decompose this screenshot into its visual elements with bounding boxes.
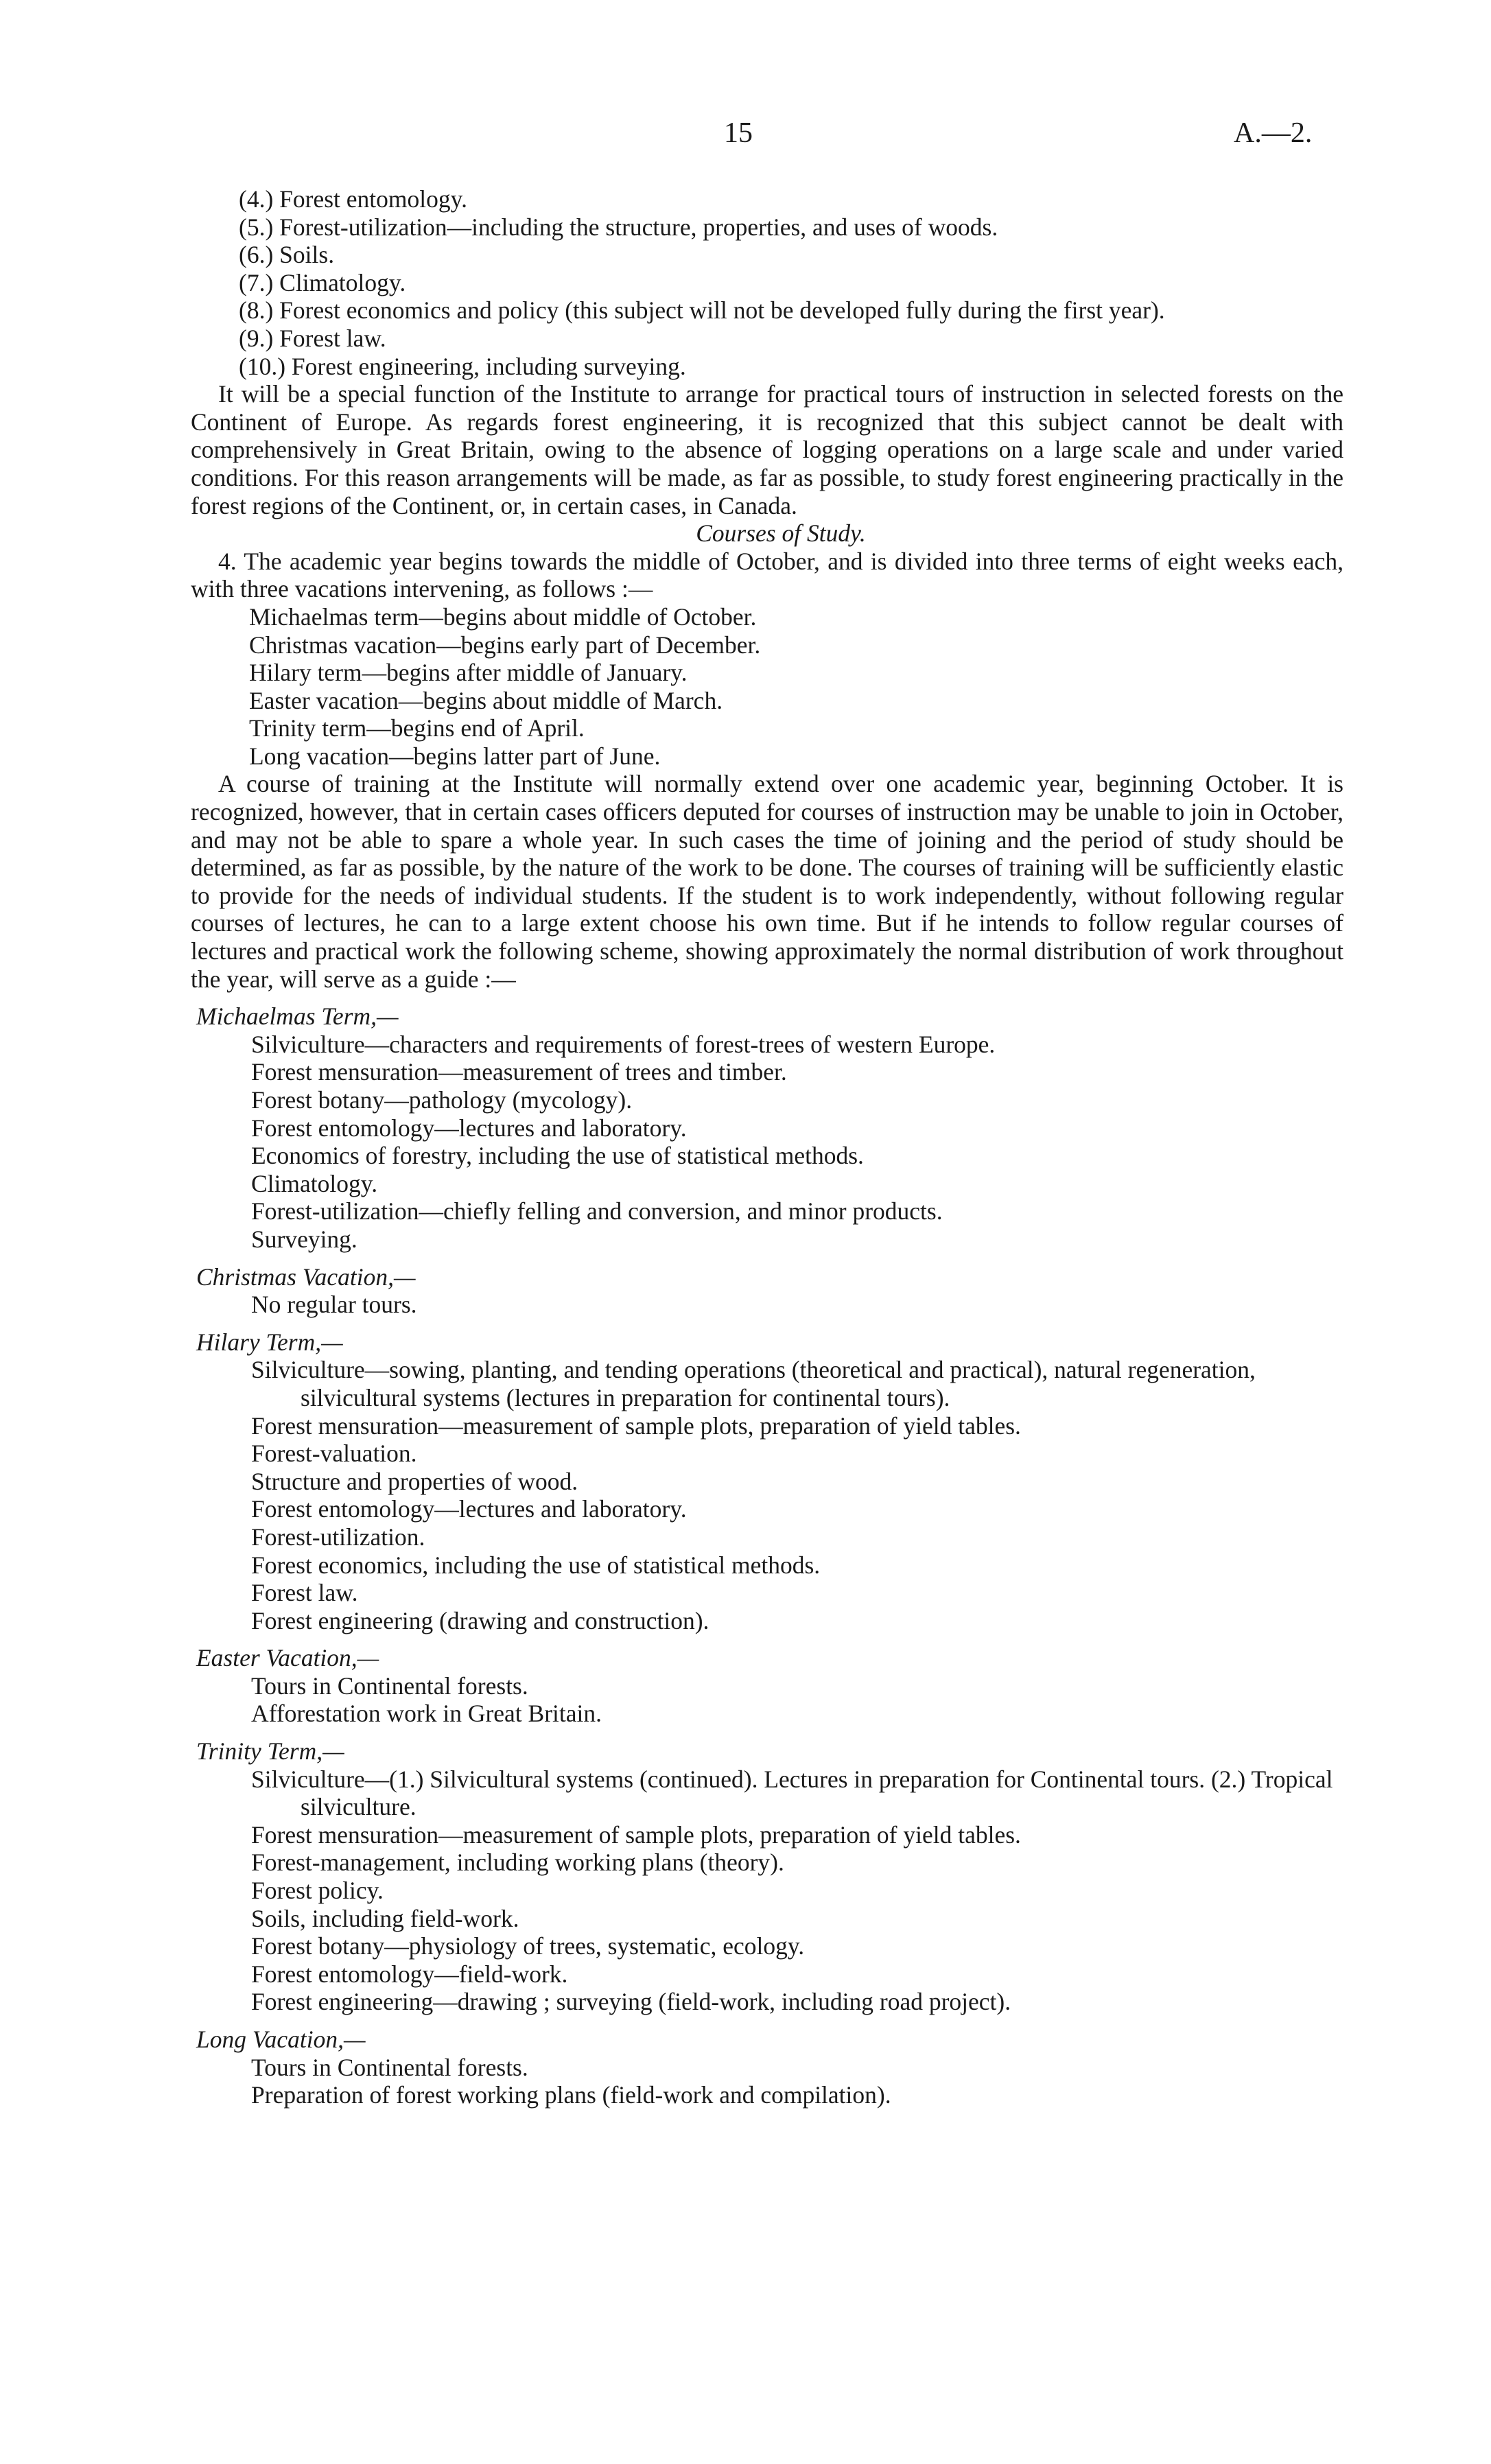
term-item: Forest-management, including working plans (theory). [251, 1849, 784, 1877]
term-item: Forest mensuration—measurement of trees and timber. [251, 1058, 787, 1086]
term-item: Tours in Continental forests. [251, 2053, 528, 2081]
term-item: Forest economics, including the use of statistical methods. [251, 1551, 821, 1579]
term-section [191, 2026, 1343, 2109]
subject-item: (7.) Climatology. [239, 268, 406, 296]
term-item: Afforestation work in Great Britain. [251, 1700, 602, 1728]
page-number: 15 [724, 117, 753, 149]
term-item: Forest engineering—drawing ; surveying (field-work, including road project). [251, 1988, 1011, 2016]
calendar-item: Michaelmas term—begins about middle of October. [249, 602, 757, 631]
term-section [191, 1328, 1343, 1635]
term-item: Forest entomology—lectures and laboratory. [251, 1495, 687, 1523]
page-body [191, 185, 1343, 2109]
term-item: Preparation of forest working plans (field-work and compilation). [251, 2081, 891, 2109]
subject-item: (5.) Forest-utilization—including the structure, properties, and uses of woods. [239, 213, 998, 241]
term-title: Long Vacation,— [196, 2026, 366, 2053]
term-items [191, 1291, 1343, 1319]
term-items [191, 1356, 1343, 1634]
term-title: Easter Vacation,— [196, 1644, 379, 1672]
document-reference: A.—2. [1234, 117, 1313, 149]
calendar-item: Hilary term—begins after middle of January. [249, 659, 688, 687]
term-item: Forest law. [251, 1579, 358, 1607]
subject-item: (10.) Forest engineering, including surveying. [239, 352, 686, 380]
term-item: Forest entomology—lectures and laboratory. [251, 1114, 687, 1142]
term-item: No regular tours. [251, 1291, 417, 1319]
term-item: Soils, including field-work. [251, 1904, 519, 1932]
calendar-item: Christmas vacation—begins early part of December. [249, 631, 761, 659]
calendar-item: Long vacation—begins latter part of June. [249, 742, 661, 770]
term-title: Christmas Vacation,— [196, 1263, 416, 1291]
subject-item: (8.) Forest economics and policy (this subject will not be developed fully during the first year). [239, 296, 1165, 325]
term-item: Structure and properties of wood. [251, 1467, 578, 1495]
term-items [191, 1765, 1343, 2016]
calendar-item: Easter vacation—begins about middle of March. [249, 686, 723, 714]
term-item: Forest-valuation. [251, 1440, 417, 1468]
term-section [191, 1263, 1343, 1319]
term-item: Forest entomology—field-work. [251, 1960, 568, 1988]
term-section [191, 1737, 1343, 2016]
term-item: Silviculture—sowing, planting, and tending operations (theoretical and practical), natural regeneration, silvicultural systems (lectures in preparation for continental tours). [251, 1356, 1256, 1411]
term-items [191, 2054, 1343, 2109]
term-item: Forest-utilization—chiefly felling and conversion, and minor products. [251, 1197, 943, 1225]
term-item: Economics of forestry, including the use of statistical methods. [251, 1142, 864, 1170]
terms-schedule [191, 1002, 1343, 2109]
calendar-item: Trinity term—begins end of April. [249, 714, 585, 742]
term-item: Surveying. [251, 1225, 357, 1253]
term-item: Silviculture—characters and requirements of forest-trees of western Europe. [251, 1030, 996, 1058]
term-items [191, 1672, 1343, 1728]
calendar-list [191, 603, 1343, 771]
subject-item: (4.) Forest entomology. [239, 185, 467, 213]
term-title: Michaelmas Term,— [196, 1002, 399, 1031]
term-item: Silviculture—(1.) Silvicultural systems (continued). Lectures in preparation for Continental tours. (2.) Tropical silviculture. [251, 1765, 1333, 1821]
term-item: Climatology. [251, 1169, 378, 1197]
paragraph-course-training: A course of training at the Institute will normally extend over one academic year, beginning October. It is recognized, however, that in certain cases officers deputed for courses of instruction may be unable to join in October, and may not be able to spare a whole year. In such cases the time of joining and the period of study should be determined, as far as possible, by the nature of the work to be done. The courses of training will be sufficiently elastic to provide for the needs of individual students. If the student is to work independently, without following regular courses of lectures, he can to a large extent choose his own time. But if he intends to follow regular courses of lectures and practical work the following scheme, showing approximately the normal distribution of work throughout the year, will serve as a guide :— [191, 770, 1343, 993]
term-item: Forest mensuration—measurement of sample plots, preparation of yield tables. [251, 1820, 1021, 1849]
term-item: Forest botany—pathology (mycology). [251, 1086, 633, 1114]
subject-item: (9.) Forest law. [239, 324, 386, 352]
subject-item: (6.) Soils. [239, 241, 335, 269]
term-item: Forest policy. [251, 1877, 384, 1905]
term-section [191, 1644, 1343, 1728]
term-items [191, 1031, 1343, 1254]
paragraph-tours: It will be a special function of the Institute to arrange for practical tours of instruction in selected forests on the Continent of Europe. As regards forest engineering, it is recognized that this subject cannot be dealt with comprehensively in Great Britain, owing to the absence of logging operations on a large scale and under varied conditions. For this reason arrangements will be made, as far as possible, to study forest engineering practically in the forest regions of the Continent, or, in certain cases, in Canada. [191, 380, 1343, 519]
subject-list [191, 185, 1343, 380]
term-title: Hilary Term,— [196, 1328, 343, 1356]
term-item: Forest botany—physiology of trees, systematic, ecology. [251, 1932, 805, 1960]
term-item: Tours in Continental forests. [251, 1671, 528, 1700]
term-item: Forest mensuration—measurement of sample plots, preparation of yield tables. [251, 1411, 1021, 1440]
term-section [191, 1002, 1343, 1253]
term-item: Forest engineering (drawing and construction). [251, 1606, 709, 1634]
term-item: Forest-utilization. [251, 1523, 425, 1551]
section-heading: Courses of Study. [696, 519, 866, 548]
page-header [0, 117, 1491, 158]
term-title: Trinity Term,— [196, 1737, 344, 1765]
paragraph-academic-year: 4. The academic year begins towards the middle of October, and is divided into three terms of eight weeks each, with three vacations intervening, as follows :— [191, 547, 1343, 603]
